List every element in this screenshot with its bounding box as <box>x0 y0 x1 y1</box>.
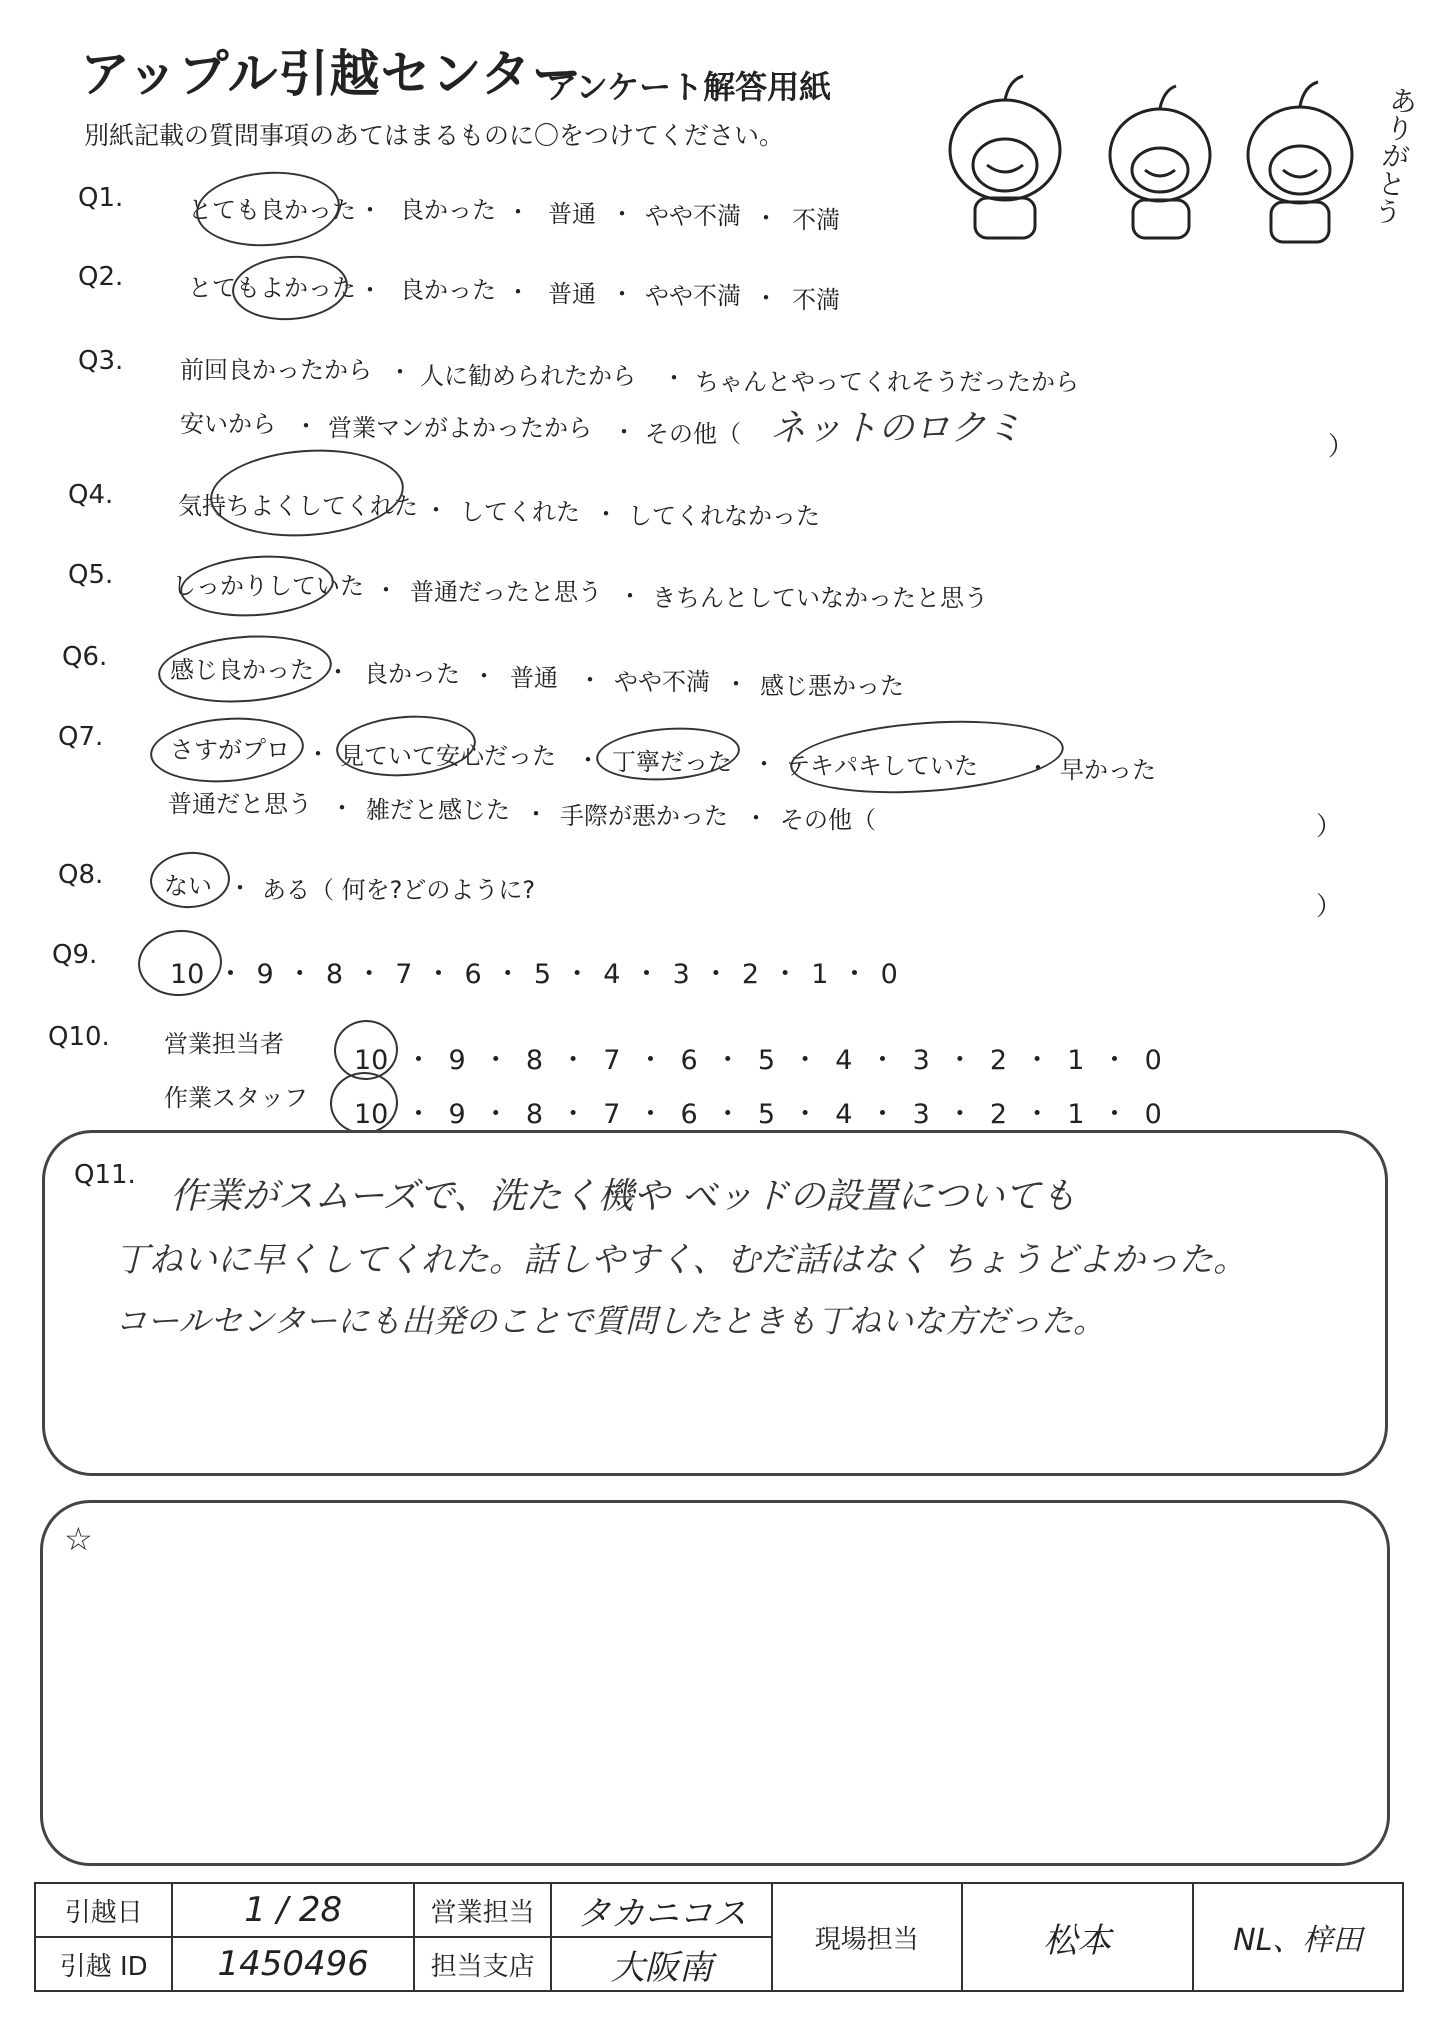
q7-option-other[interactable]: その他（ <box>780 806 876 834</box>
q6-selection-circle <box>156 630 334 708</box>
q7-label: Q7. <box>58 722 104 752</box>
q3-option-seemed-reliable[interactable]: ちゃんとやってくれそうだったから <box>695 368 1079 396</box>
q8-label: Q8. <box>58 860 104 890</box>
separator-dot: ・ <box>506 198 530 226</box>
q7-option-sloppy[interactable]: 雑だと感じた <box>366 796 510 824</box>
q7-option-professional[interactable]: さすがプロ <box>170 736 290 764</box>
q8-selection-circle <box>148 849 232 910</box>
q9-score-scale[interactable]: 10 ・ 9 ・ 8 ・ 7 ・ 6 ・ 5 ・ 4 ・ 3 ・ 2 ・ 1 ・ 0 <box>170 959 898 990</box>
separator-dot: ・ <box>472 662 496 690</box>
sales-rep-value: タカニコス <box>551 1883 772 1937</box>
q10-label: Q10. <box>48 1022 110 1052</box>
separator-dot: ・ <box>228 874 252 902</box>
q3-label: Q3. <box>78 346 124 376</box>
site-rep-value: 松本 <box>962 1883 1193 1991</box>
separator-dot: ・ <box>594 500 618 528</box>
q1-option-very-good[interactable]: とても良かった <box>188 196 356 224</box>
form-subtitle: アンケート解答用紙 <box>545 68 832 106</box>
q7-option-clumsy[interactable]: 手際が悪かった <box>560 802 728 830</box>
separator-dot: ・ <box>306 740 330 768</box>
separator-dot: ・ <box>724 670 748 698</box>
q2-option-very-good[interactable]: とてもよかった <box>188 274 356 302</box>
separator-dot: ・ <box>1026 754 1050 782</box>
q6-option-good[interactable]: 良かった <box>364 660 460 688</box>
q3-close-paren: ） <box>1328 432 1355 462</box>
mascot-thanks-text: ありがとう <box>1368 84 1421 228</box>
q3-option-other[interactable]: その他（ <box>645 420 741 448</box>
monkey-mascots-illustration <box>915 70 1415 250</box>
q6-option-slightly-unsatisfied[interactable]: やや不満 <box>614 668 710 696</box>
separator-dot: ・ <box>752 750 776 778</box>
q6-option-normal[interactable]: 普通 <box>510 664 558 692</box>
move-date-label: 引越日 <box>35 1883 172 1937</box>
q8-option-some[interactable]: ある（ 何を?どのように? <box>262 876 536 904</box>
separator-dot: ・ <box>754 284 778 312</box>
q7-option-reassuring[interactable]: 見ていて安心だった <box>340 742 556 770</box>
q10-staff-label: 作業スタッフ <box>164 1084 308 1112</box>
q5-option-not-tidy[interactable]: きちんとしていなかったと思う <box>652 584 988 612</box>
sales-rep-label: 営業担当 <box>414 1883 551 1937</box>
q10-sales-score-scale[interactable]: 10 ・ 9 ・ 8 ・ 7 ・ 6 ・ 5 ・ 4 ・ 3 ・ 2 ・ 1 ・ 0 <box>354 1045 1162 1076</box>
q7-option-polite[interactable]: 丁寧だった <box>612 748 732 776</box>
q7-option-fast[interactable]: 早かった <box>1060 756 1156 784</box>
q1-option-normal[interactable]: 普通 <box>548 200 596 228</box>
q7-close-paren: ） <box>1316 812 1343 842</box>
star-icon: ☆ <box>64 1520 93 1558</box>
q2-option-good[interactable]: 良かった <box>400 276 496 304</box>
q4-label: Q4. <box>68 480 114 510</box>
q11-comment-line-1: 作業がスムーズで、洗たく機や ベッドの設置についても <box>170 1176 1077 1217</box>
q10-sales-label: 営業担当者 <box>164 1030 284 1058</box>
move-id-value: 1450496 <box>172 1937 414 1991</box>
q4-option-did[interactable]: してくれた <box>460 498 580 526</box>
separator-dot: ・ <box>618 582 642 610</box>
separator-dot: ・ <box>744 804 768 832</box>
separator-dot: ・ <box>294 412 318 440</box>
separator-dot: ・ <box>388 358 412 386</box>
branch-value: 大阪南 <box>551 1937 772 1991</box>
q9-label: Q9. <box>52 940 98 970</box>
separator-dot: ・ <box>612 418 636 446</box>
site-rep-value-2: NL、梓田 <box>1193 1883 1403 1991</box>
separator-dot: ・ <box>358 276 382 304</box>
separator-dot: ・ <box>424 496 448 524</box>
q7-option-efficient[interactable]: テキパキしていた <box>786 752 978 780</box>
q2-label: Q2. <box>78 262 124 292</box>
q5-option-normal[interactable]: 普通だったと思う <box>410 578 602 606</box>
separator-dot: ・ <box>374 576 398 604</box>
q5-option-solid[interactable]: しっかりしていた <box>172 572 364 600</box>
q8-close-paren: ） <box>1316 892 1343 922</box>
q10-staff-score-scale[interactable]: 10 ・ 9 ・ 8 ・ 7 ・ 6 ・ 5 ・ 4 ・ 3 ・ 2 ・ 1 ・ 0 <box>354 1099 1162 1130</box>
instructions: 別紙記載の質問事項のあてはまるものに〇をつけてください。 <box>84 121 785 150</box>
separator-dot: ・ <box>524 800 548 828</box>
q5-label: Q5. <box>68 560 114 590</box>
q11-comment-line-3: コールセンターにも出発のことで質問したときも丁ねいな方だった。 <box>115 1302 1106 1340</box>
q8-option-none[interactable]: ない <box>164 872 212 900</box>
site-rep-label: 現場担当 <box>772 1883 961 1991</box>
q4-option-did-not[interactable]: してくれなかった <box>628 502 820 530</box>
q3-other-answer: ネットのロクミ <box>770 408 1023 449</box>
q3-option-recommended[interactable]: 人に勧められたから <box>420 362 636 390</box>
q6-label: Q6. <box>62 642 108 672</box>
q3-option-salesperson-good[interactable]: 営業マンがよかったから <box>328 414 592 442</box>
q1-label: Q1. <box>78 183 124 213</box>
separator-dot: ・ <box>610 200 634 228</box>
q1-option-unsatisfied[interactable]: 不満 <box>792 206 840 234</box>
q4-selection-circle <box>207 443 407 542</box>
separator-dot: ・ <box>578 666 602 694</box>
q5-selection-circle <box>178 551 336 622</box>
separator-dot: ・ <box>610 280 634 308</box>
q6-option-pleasant[interactable]: 感じ良かった <box>170 656 314 684</box>
move-id-label: 引越 ID <box>35 1937 172 1991</box>
separator-dot: ・ <box>576 746 600 774</box>
separator-dot: ・ <box>326 658 350 686</box>
q6-option-unpleasant[interactable]: 感じ悪かった <box>760 672 904 700</box>
q1-option-good[interactable]: 良かった <box>400 196 496 224</box>
separator-dot: ・ <box>662 364 686 392</box>
q1-option-slightly-unsatisfied[interactable]: やや不満 <box>645 202 741 230</box>
q7-circle-professional <box>148 713 306 788</box>
branch-label: 担当支店 <box>414 1937 551 1991</box>
q2-option-normal[interactable]: 普通 <box>548 280 596 308</box>
star-comment-box[interactable] <box>40 1500 1390 1866</box>
q1-selection-circle <box>194 167 343 251</box>
q11-label: Q11. <box>74 1160 136 1190</box>
q2-option-unsatisfied[interactable]: 不満 <box>792 286 840 314</box>
footer-info-table <box>34 1882 1404 1992</box>
separator-dot: ・ <box>754 204 778 232</box>
q2-option-slightly-unsatisfied[interactable]: やや不満 <box>645 282 741 310</box>
q3-option-previous-good[interactable]: 前回良かったから <box>180 356 372 384</box>
q3-option-cheap[interactable]: 安いから <box>180 410 276 438</box>
separator-dot: ・ <box>330 794 354 822</box>
separator-dot: ・ <box>506 278 530 306</box>
q7-circle-efficient <box>788 713 1066 802</box>
q4-option-pleasant[interactable]: 気持ちよくしてくれた <box>178 492 418 520</box>
form-title: アップル引越センター <box>80 45 583 103</box>
q2-selection-circle <box>230 252 350 324</box>
move-date-value: 1 / 28 <box>172 1883 414 1937</box>
q11-comment-line-2: 丁ねいに早くしてくれた。話しやすく、むだ話はなく ちょうどよかった。 <box>115 1240 1248 1280</box>
q7-option-normal[interactable]: 普通だと思う <box>168 790 312 818</box>
separator-dot: ・ <box>358 196 382 224</box>
